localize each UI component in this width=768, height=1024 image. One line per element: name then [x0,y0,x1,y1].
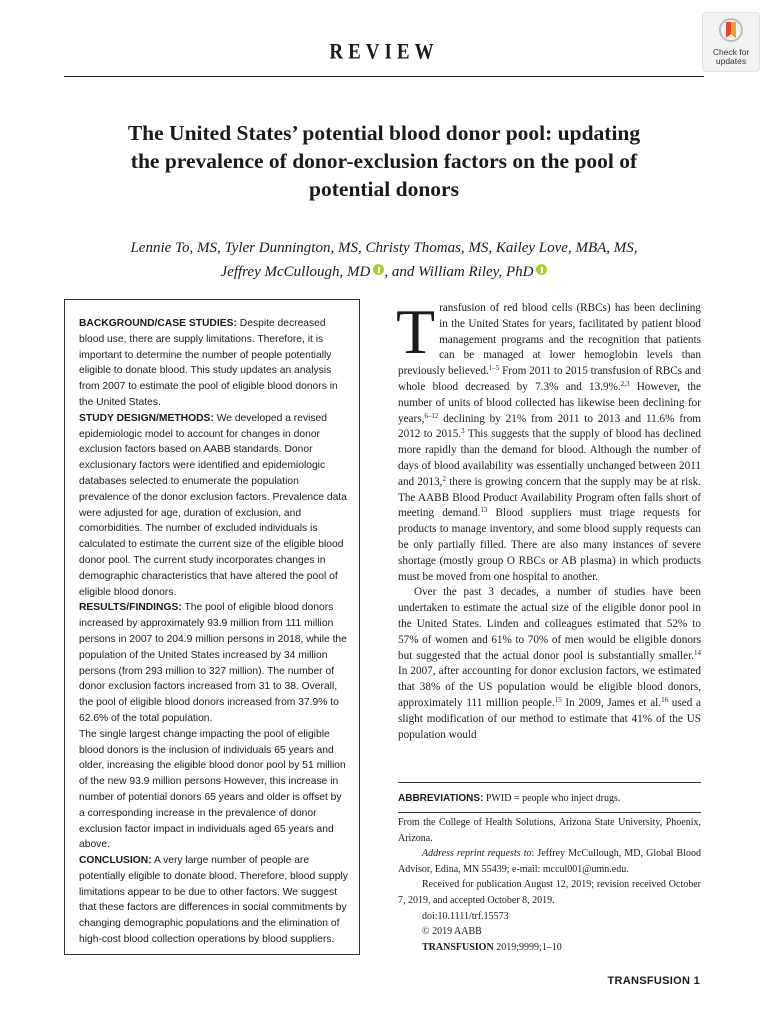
citation-ref[interactable]: 2,3 [620,379,630,388]
section-rule [64,76,704,77]
abbreviations [398,792,701,806]
footnote-rule [398,812,701,813]
author-list [80,236,688,284]
body-text: declining by 21% from 2011 to 2013 and 11.6% from 2012 to 2015. [398,412,701,441]
body-text: there is growing concern that the supply may be at risk. The AABB Blood Product Availability Program often falls short of meeting demand. [398,475,701,520]
reprint-details: : Jeffrey McCullough, MD, Global Blood Advisor, Edina, MN 55439; e-mail: mccul001@umn.edu. [398,848,701,875]
orcid-icon[interactable] [536,264,547,275]
abstract-design [79,411,349,601]
body-text: ransfusion of red blood cells (RBCs) has been declining in the United States for years, facilitated by patient blood management programs and the recognition that patients can be managed at lower hemoglobin levels than previously believed. [398,302,701,378]
reprint-label: Address reprint requests to [422,848,532,860]
body-text: In 2009, James et al. [561,696,662,709]
abstract-paragraph: We developed a revised epidemiologic model to account for changes in donor exclusion factors based on AABB standards. Donor exclusionary factors were identified and epidemiologic databases selected to enumerate the population prevalence of the donor exclusion factors. Prevalence data were adjusted for age, duration of exclusion, and comorbidities. The number of excluded individuals is calculated to estimate the current size of the eligible blood donor pool. The current study incorporates changes in demographic characteristics that have altered the pool of eligible blood donors. [79,412,347,598]
reprint-request [398,846,701,877]
journal-name: TRANSFUSION [422,941,494,953]
author-line: Lennie To, MS, Tyler Dunnington, MS, Christy Thomas, MS, Kailey Love, MBA, MS, [130,240,638,256]
body-text: In 2007, after accounting for donor exclusion factors, we estimated that 38% of the US population would be eligible blood donors, approximately 111 million people. [398,665,701,709]
abstract-results [79,600,349,726]
title-line: The United States’ potential blood donor pool: updating [127,121,641,145]
footnote-rule [398,782,701,783]
bookmark-ribbon-icon [719,18,743,46]
abstract-heading: STUDY DESIGN/METHODS: [79,412,214,424]
title-line: the prevalence of donor-exclusion factors on the pool of [130,149,638,173]
page-footer: TRANSFUSION 1 [607,975,700,987]
abstract-results-continued: The single largest change impacting the pool of eligible blood donors is the inclusion of individuals 65 years and older, increasing the eligible blood donor pool by 51 million of the new 93.9 million persons However, this increase in number of potential donors 65 years and older is offset by a corresponding increase in the prevalence of donor exclusion factor impact in individuals aged 65 years and above. [79,728,346,851]
body-paragraph-2 [398,585,701,743]
abstract-box [64,299,360,955]
body-text-column [396,296,702,743]
drop-cap: T [396,296,436,367]
affiliation: From the College of Health Solutions, Arizona State University, Phoenix, Arizona. [398,817,701,844]
journal-citation [398,940,701,956]
citation-ref[interactable]: 13 [480,506,488,515]
abstract-heading: BACKGROUND/CASE STUDIES: [79,318,237,329]
doi-link[interactable]: doi:10.1111/trf.15573 [422,910,509,922]
citation-details: 2019;9999;1–10 [493,941,562,953]
citation-ref[interactable]: 15 [554,695,562,704]
article-footnotes [398,815,701,955]
abstract-heading: CONCLUSION: [79,855,152,867]
body-text: This suggests that the supply of blood has declined more rapidly than the demand for blood. Although the number of days of blood availability was essentially unchanged between 2011 and 2013, [398,428,702,488]
body-text: However, the number of units of blood collected has likewise been declining for years, [398,380,701,425]
orcid-icon[interactable] [373,264,384,275]
badge-label-line2: updates [715,56,747,66]
section-label: REVIEW [329,40,439,65]
abstract-background [79,316,349,411]
abstract-paragraph: A very large number of people are potentially eligible to donate blood. Therefore, blood supply limitations appear to be due to other factors. We suggest that these factors are differences in social commitments by changing demographic populations and the elimination of high-cost blood collection operations by blood suppliers. [79,855,348,946]
body-text: Blood suppliers must triage requests for products to manage inventory, and some blood supply requests can be only partially filled. There are also many instances of severe shortage (mostly group O RBCs or AB plasma) in which products must be moved from one hospital to another. [398,507,701,583]
citation-ref[interactable]: 6–12 [424,411,439,420]
abstract-paragraph: Despite decreased blood use, there are supply limitations. Therefore, it is important to determine the number of people potentially eligible to donate blood. This study updates an analysis from 2007 to estimate the pool of eligible blood donors in the United States. [79,318,338,408]
title-line: potential donors [309,177,459,201]
body-text: used a slight modification of our method to estimate that 41% of the US population would [398,696,701,741]
citation-ref[interactable]: 14 [694,648,701,657]
author-riley: , and William Riley, PhD [384,264,534,280]
abstract-heading: RESULTS/FINDINGS: [79,602,182,614]
citation-ref[interactable]: 16 [661,695,669,704]
received-dates: Received for publication August 12, 2019; revision received October 7, 2019, and accepted October 8, 2019. [398,879,701,906]
author-mccullough: Jeffrey McCullough, MD [220,264,371,280]
copyright: © 2019 AABB [422,926,482,938]
body-text: From 2011 to 2015 transfusion of RBCs and whole blood decreased by 7.3% and 13.9%. [398,365,701,393]
article-title [80,119,688,203]
citation-ref[interactable]: 1–5 [488,364,500,373]
body-text: Over the past 3 decades, a number of studies have been undertaken to estimate the actual size of the eligible donor pool in the United States. Linden and colleagues estimated that 52% to 57% of women and 61% to 70% of men would be eligible donors but suggested that the actual donor pool is substantially smaller. [398,586,701,662]
check-for-updates-badge[interactable] [702,12,760,72]
abbreviations-text: PWID = people who inject drugs. [483,793,621,804]
abstract-paragraph: The pool of eligible blood donors increased by approximately 93.9 million from 111 million persons in 2007 to 204.9 million persons in 2018, while the population of the United States increased by 34 million persons (from 293 million to 327 million). The number of donor exclusion factors increased from 31 to 38. Overall, the pool of eligible blood donors increased from 37.9% to 62.6% of the total population. [79,602,347,724]
badge-label-line1: Check for [712,47,750,57]
citation-ref[interactable]: 3 [461,427,465,436]
abstract-text [79,316,349,948]
abbreviations-heading: ABBREVIATIONS: [398,793,484,804]
citation-ref[interactable]: 2 [442,474,446,483]
body-paragraph-1 [396,296,702,585]
abstract-conclusion [79,853,349,948]
author-line [80,260,688,284]
